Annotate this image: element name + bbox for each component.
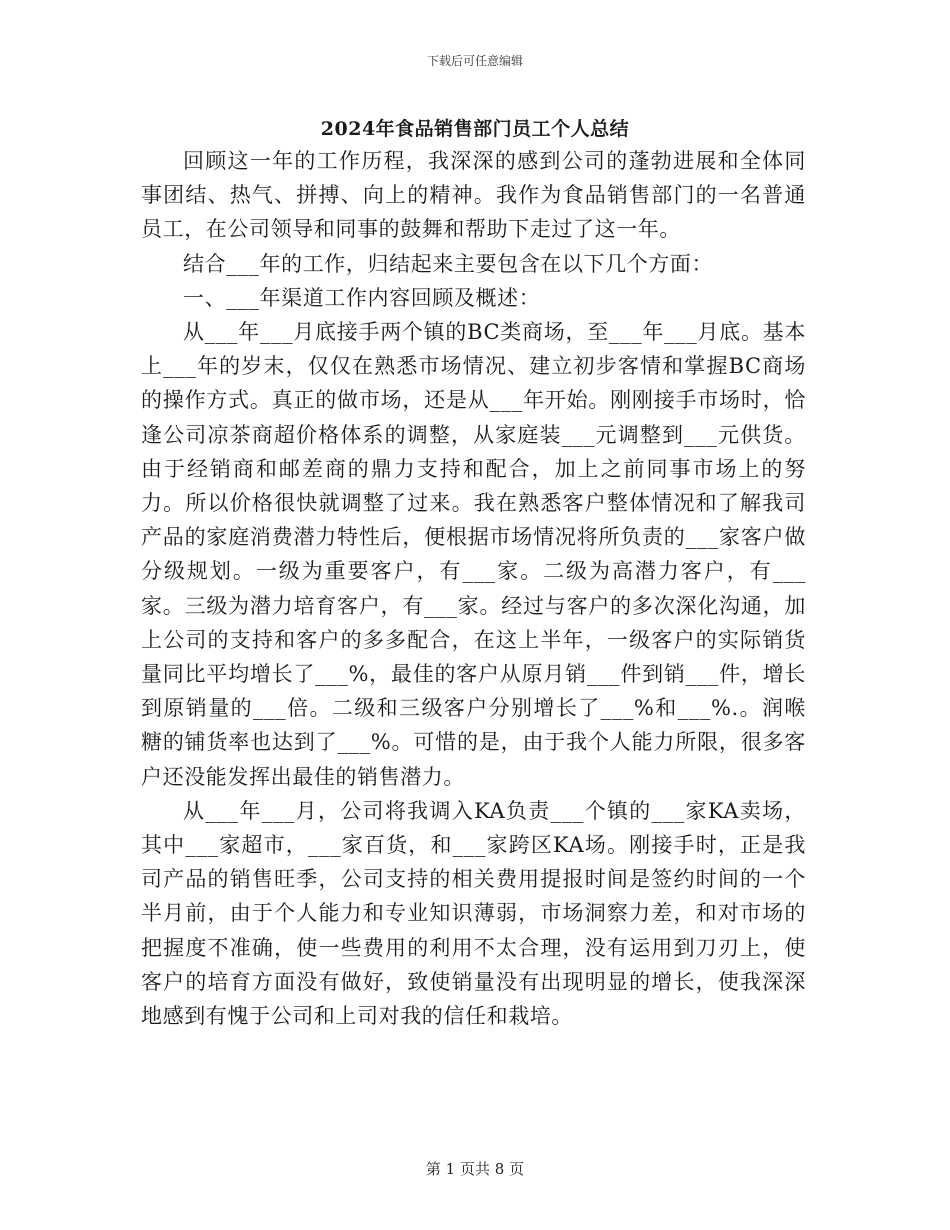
- page-header-note: 下载后可任意编辑: [426, 54, 523, 68]
- paragraph-summary-lead: 结合___年的工作，归结起来主要包含在以下几个方面：: [183, 251, 714, 276]
- paragraph-bc-market: 从___年___月底接手两个镇的BC类商场，至___年___月底。基本上___年的岁末，仅仅在熟悉市场情况、建立初步客情和掌握BC商场的操作方式。真正的做市场，还是从___年开始。刚刚接手市场时，恰逢公司凉茶商超价格体系的调整，从家庭装___元调整到___元供货。由于经销商和邮差商的鼎力支持和配合，加上之前同事市场上的努力。所以价格很快就调整了过来。我在熟悉客户整体情况和了解我司产品的家庭消费潜力特性后，便根据市场情况将所负责的___家客户做分级规划。一级为重要客户，有___家。二级为高潜力客户，有___家。三级为潜力培育客户，有___家。经过与客户的多次深化沟通，加上公司的支持和客户的多多配合，在这上半年，一级客户的实际销货量同比平均增长了___%，最佳的客户从原月销___件到销___件，增长到原销量的___倍。二级和三级客户分别增长了___%和___%.。润喉糖的铺货率也达到了___%。可惜的是，由于我个人能力所限，很多客户还没能发挥出最佳的销售潜力。: [141, 320, 806, 789]
- document-body: [141, 144, 806, 1033]
- section-heading-1: 一、___年渠道工作内容回顾及概述：: [183, 285, 541, 310]
- paragraph-ka-market: 从___年___月，公司将我调入KA负责___个镇的___家KA卖场，其中___家超市，___家百货，和___家跨区KA场。刚接手时，正是我司产品的销售旺季，公司支持的相关费用提报时间是签约时间的一个半月前，由于个人能力和专业知识薄弱，市场洞察力差，和对市场的把握度不准确，使一些费用的利用不太合理，没有运用到刀刃上，使客户的培育方面没有做好，致使销量没有出现明显的增长，使我深深地感到有愧于公司和上司对我的信任和栽培。: [141, 798, 806, 1029]
- page-number: 第 1 页共 8 页: [425, 1160, 525, 1178]
- document-title: 2024年食品销售部门员工个人总结: [320, 118, 630, 140]
- paragraph-intro: 回顾这一年的工作历程，我深深的感到公司的蓬勃进展和全体同事团结、热气、拼搏、向上的精神。我作为食品销售部门的一名普通员工，在公司领导和同事的鼓舞和帮助下走过了这一年。: [141, 149, 806, 242]
